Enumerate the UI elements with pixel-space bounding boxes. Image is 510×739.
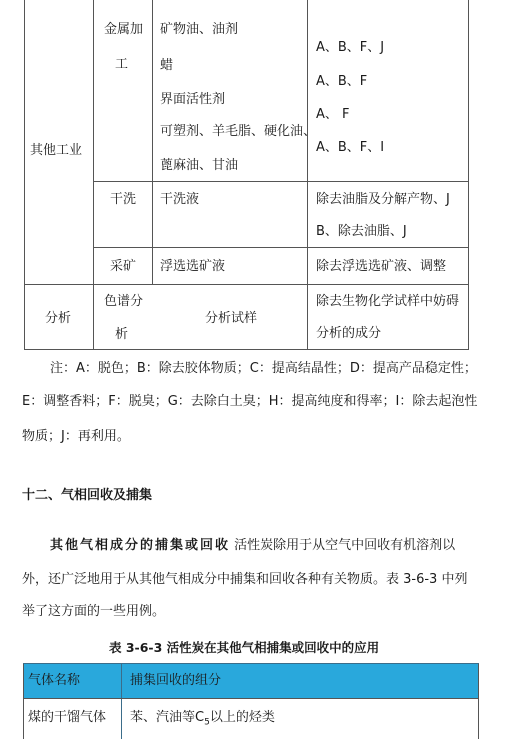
- mining-purpose: 除去浮选选矿液、调整: [316, 259, 447, 274]
- metal-purpose-1: A、B、F、J: [316, 40, 385, 55]
- table-2-row1-gas: 煤的干馏气体: [28, 710, 107, 725]
- metal-purpose-4: A、B、F、I: [316, 140, 385, 155]
- paragraph-lead: 其他气相成分的捕集或回收: [50, 538, 231, 553]
- component-subscript: 5: [204, 717, 210, 728]
- category-metal-line2: 工: [115, 57, 129, 72]
- section-heading: 十二、气相回收及捕集: [22, 488, 153, 503]
- table-2-row1-components: [130, 710, 275, 731]
- note-line-1: 注：A：脱色；B：除去胶体物质；C：提高结晶性；D：提高产品稳定性；: [50, 361, 477, 376]
- paragraph-line-2: 外，还广泛地用于从其他气相成分中捕集和回收各种有关物质。表 3-6-3 中列: [22, 572, 468, 587]
- mining-item: 浮选选矿液: [160, 259, 226, 274]
- metal-item-1: 矿物油、油剂: [160, 22, 239, 37]
- paragraph-line-1-rest: 活性炭除用于从空气中回收有机溶剂以: [230, 538, 456, 553]
- category-mining: 采矿: [110, 259, 137, 274]
- dry-clean-item: 干洗液: [160, 192, 200, 207]
- category-chromatography-line1: 色谱分: [104, 294, 144, 309]
- metal-item-4: 可塑剂、羊毛脂、硬化油、: [160, 124, 317, 139]
- dry-clean-purpose-line2: B、除去油脂、J: [316, 224, 407, 239]
- analysis-purpose-line1: 除去生物化学试样中妨碍: [316, 294, 460, 309]
- component-suffix: 以上的烃类: [209, 710, 275, 725]
- category-dry-clean: 干洗: [110, 192, 137, 207]
- metal-item-2: 蜡: [160, 58, 174, 73]
- analysis-purpose-line2: 分析的成分: [316, 326, 382, 341]
- paragraph-line-1: [50, 538, 455, 554]
- table-2-header-row: [23, 663, 478, 699]
- metal-purpose-3: A、 F: [316, 107, 350, 122]
- metal-purpose-2: A、B、F: [316, 74, 368, 89]
- component-prefix: 苯、汽油等C: [130, 710, 205, 725]
- metal-item-5: 蓖麻油、甘油: [160, 158, 239, 173]
- note-line-2: E：调整香料；F：脱臭；G：去除白土臭；H：提高纯度和得率；I：除去起泡性: [22, 394, 478, 409]
- table-2-caption: 表 3-6-3 活性炭在其他气相捕集或回收中的应用: [109, 640, 380, 655]
- metal-item-3: 界面活性剂: [160, 92, 226, 107]
- category-chromatography-line2: 析: [115, 327, 129, 342]
- row-label-analysis: 分析: [45, 311, 72, 326]
- category-metal-line1: 金属加: [104, 22, 144, 37]
- table-2-header-components: 捕集回收的组分: [130, 673, 222, 688]
- dry-clean-purpose-line1: 除去油脂及分解产物、J: [316, 192, 450, 207]
- paragraph-line-3: 举了这方面的一些用例。: [22, 604, 166, 619]
- table-2-header-gas-name: 气体名称: [28, 673, 81, 688]
- note-line-3: 物质；J：再利用。: [22, 429, 130, 444]
- row-label-other-industry: 其他工业: [30, 143, 83, 158]
- analysis-item: 分析试样: [205, 311, 258, 326]
